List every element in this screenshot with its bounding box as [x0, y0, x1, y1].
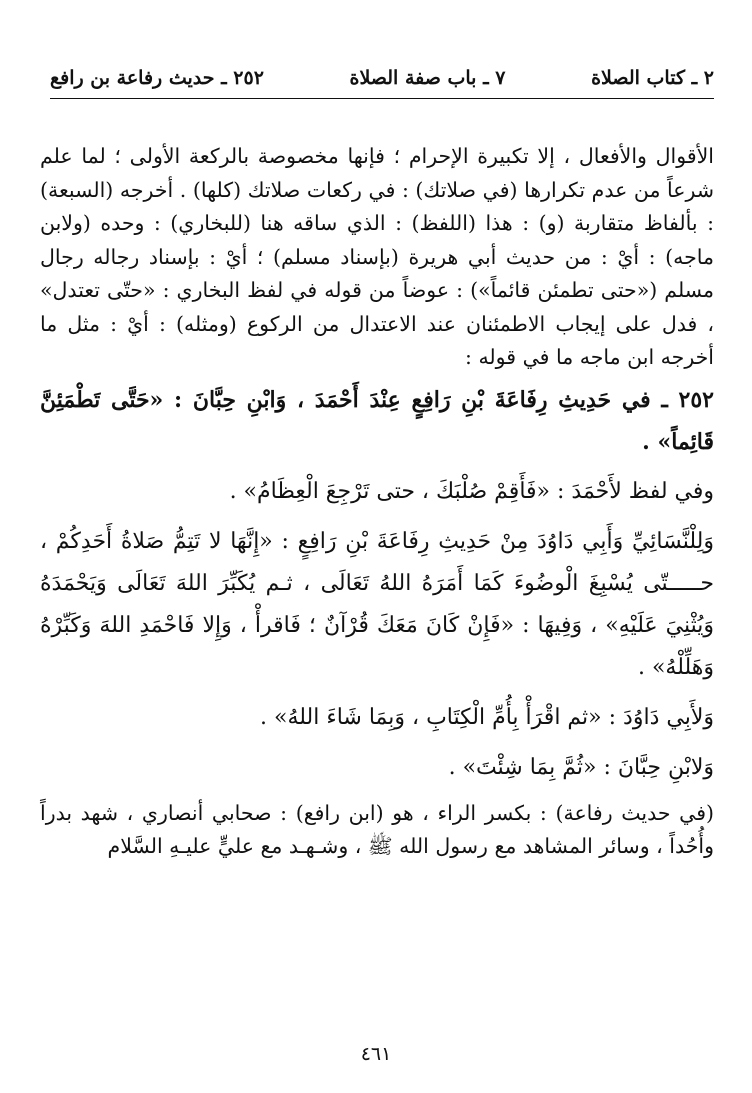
abu-dawud-narration: وَلأَبِي دَاوُدَ : «ثم اقْرَأْ بِأُمِّ الْكِتَابِ ، وَبِمَا شَاءَ اللهُ» . [260, 704, 714, 730]
header-section: ٧ ـ باب صفة الصلاة [349, 67, 506, 89]
commentary-paragraph-1: الأقوال والأفعال ، إلا تكبيرة الإحرام ؛ فإنها مخصوصة بالركعة الأولى ؛ لما علم شرعاً من عدم تكرارها (في صلاتك) : في ركعات صلاتك (كلها) . أخرجه (السبعة) : بألفاظ متقاربة (و) : هذا (اللفظ) : الذي ساقه هنا (للبخاري) : وحده (ولابن ماجه) : أيْ : من حديث أبي هريرة (بإسناد مسلم) ؛ أيْ : بإسناد رجاله رجال مسلم («حتى تطمئن قائماً») : عوضاً من قوله في لفظ البخاري : «حتّى تعتدل» ، فدل على إيجاب الاطمئنان عند الاعتدال من الركوع (ومثله) : أيْ : مثل ما أخرجه ابن ماجه ما في قوله : [40, 144, 714, 369]
nasai-narration: وَلِلْنَّسَائِيِّ وَأَبِي دَاوُدَ مِنْ حَدِيثِ رِفَاعَةَ بْنِ رَافِعٍ : «إِنَّهَا لا تَتِمُّ صَلاةُ أَحَدِكُمْ ، حـــــتّى يُسْبِغَ الْوضُوءَ كَمَا أَمَرَهُ اللهُ تَعَالَى ، ثـم يُكَبِّرَ اللهَ تَعَالَى وَيَحْمَدَهُ وَيُثْنِيَ عَلَيْهِ» ، وَفِيهَا : «فَإِنْ كَانَ مَعَكَ قُرْآنٌ ؛ فَاقرأْ ، وَإِلا فَاحْمَدِ اللهَ وَكَبِّرْهُ وَهَلِّلْهُ» . [40, 528, 714, 680]
hadith-252: ٢٥٢ ـ في حَدِيثِ رِفَاعَةَ بْنِ رَافِعٍ عِنْدَ أَحْمَدَ ، وَابْنِ حِبَّانَ : «حَتَّى تَطْمَئِنَّ قَائِماً» . [40, 386, 714, 455]
header-divider [50, 98, 714, 99]
page-number: ٤٦١ [360, 1043, 392, 1065]
header-hadith: ٢٥٢ ـ حديث رفاعة بن رافع [50, 67, 264, 89]
ibn-hibban-narration: وَلابْنِ حِبَّانَ : «ثُمَّ بِمَا شِئْتَ» . [448, 754, 714, 780]
header-chapter: ٢ ـ كتاب الصلاة [591, 67, 714, 89]
commentary-paragraph-2: (في حديث رفاعة) : بكسر الراء ، هو (ابن رافع) : صحابي أنصاري ، شهد بدراً وأُحُداً ، وسائر المشاهد مع رسول الله ﷺ ، وشـهـد مع عليٍّ عليـهِ السَّلام [40, 800, 714, 858]
running-header [50, 58, 714, 98]
page-body [40, 140, 714, 864]
ahmad-narration: وفي لفظ لأَحْمَدَ : «فَأَقِمْ صُلْبَكَ ، حتى تَرْجِعَ الْعِظَامُ» . [229, 478, 714, 504]
